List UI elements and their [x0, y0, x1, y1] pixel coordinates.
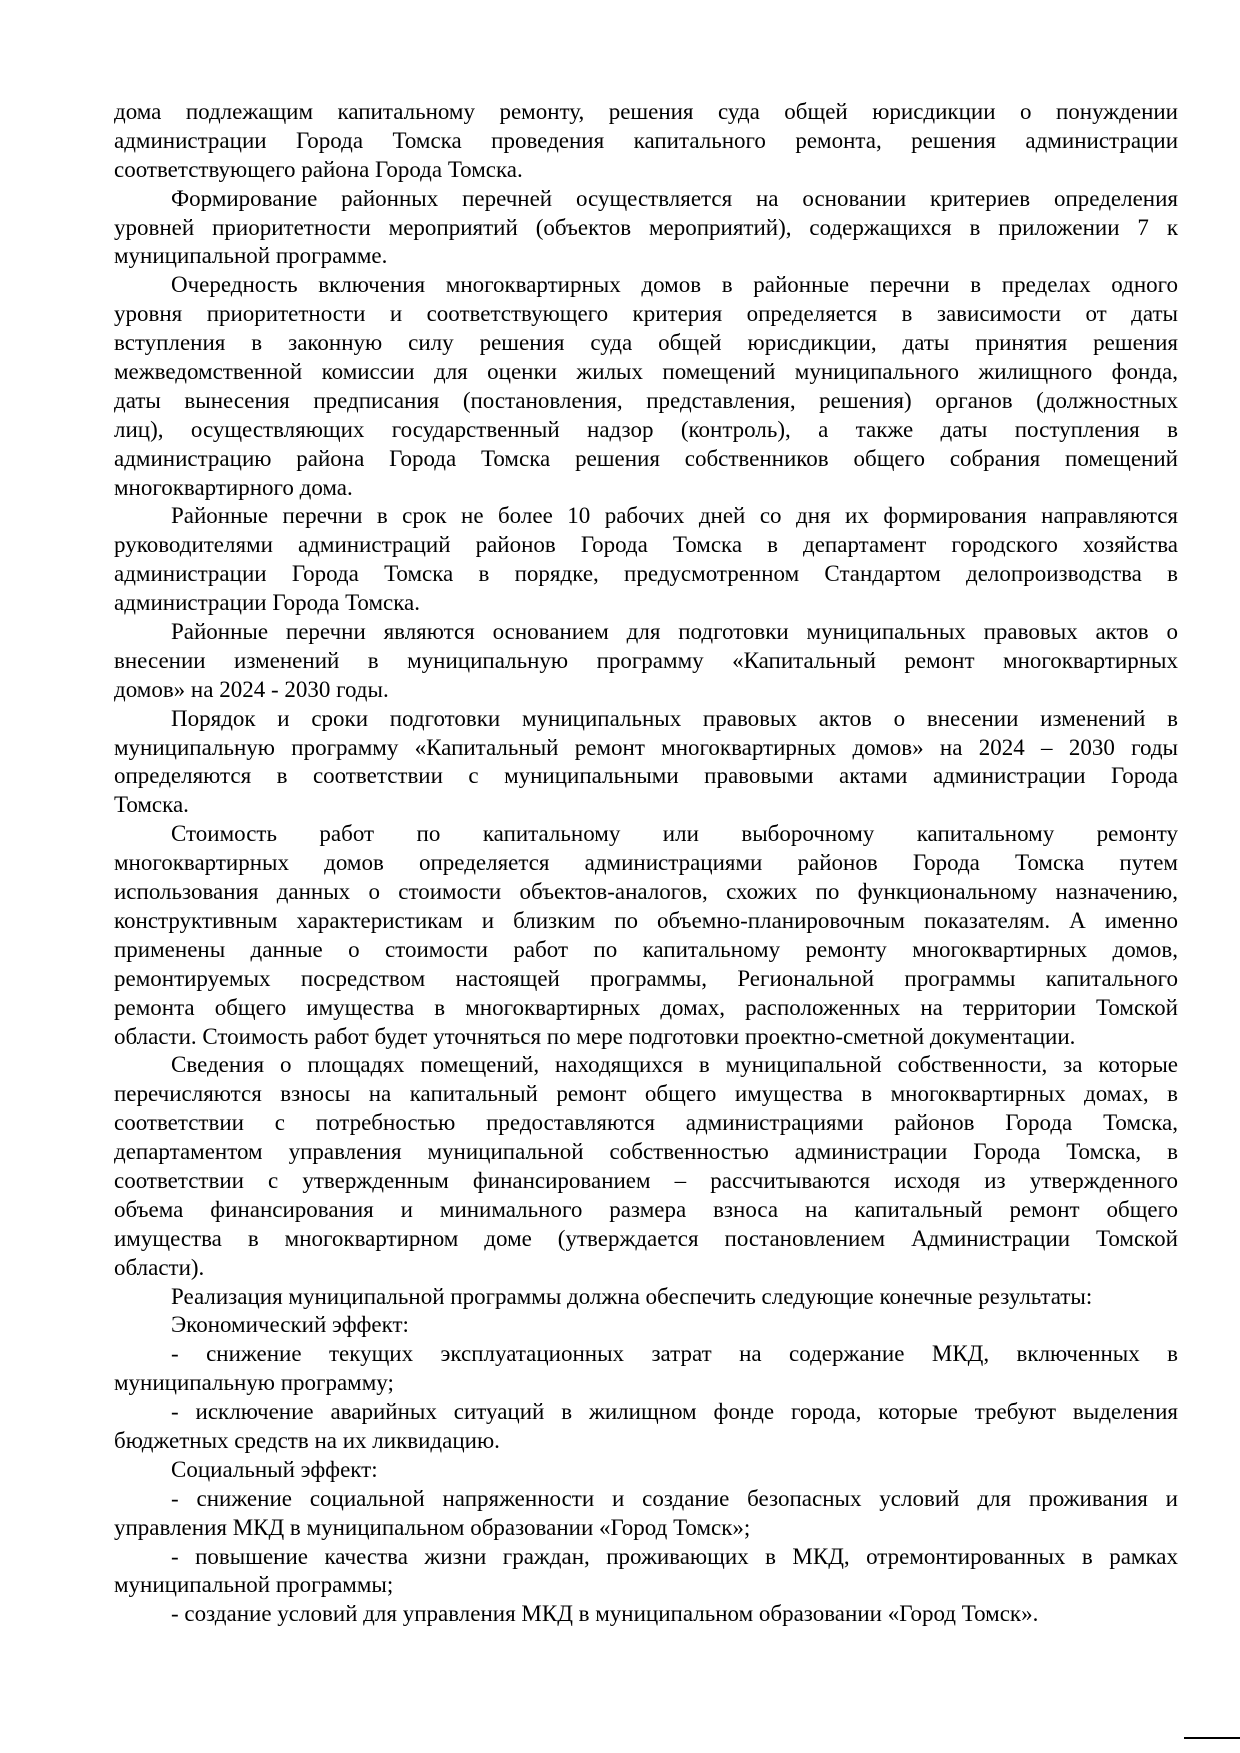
- text-line: - повышение качества жизни граждан, проживающих в МКД, отремонтированных в рамках: [171, 1543, 1178, 1569]
- text-line: Очередность включения многоквартирных домов в районные перечни в пределах одного: [171, 272, 1178, 298]
- text-line: Районные перечни являются основанием для подготовки муниципальных правовых актов о: [171, 619, 1178, 645]
- text-line: объема финансирования и минимального размера взноса на капитальный ремонт общего: [114, 1196, 1178, 1222]
- text-line: муниципальную программу;: [114, 1370, 394, 1396]
- text-line: лиц), осуществляющих государственный надзор (контроль), а также даты поступления в: [114, 416, 1178, 442]
- text-line: дома подлежащим капитальному ремонту, решения суда общей юрисдикции о понуждении: [114, 99, 1178, 124]
- text-line: области).: [114, 1254, 205, 1280]
- text-line: - снижение социальной напряженности и создание безопасных условий для проживания и: [171, 1485, 1178, 1511]
- text-line: муниципальной программы;: [114, 1572, 394, 1598]
- text-line: Экономический эффект:: [171, 1312, 409, 1338]
- text-line: уровня приоритетности и соответствующего критерия определяется в зависимости от даты: [114, 301, 1178, 327]
- text-line: соответствующего района Города Томска.: [114, 156, 523, 182]
- paragraph: [114, 1543, 1178, 1601]
- text-line: - создание условий для управления МКД в муниципальном образовании «Город Томск».: [171, 1601, 1039, 1627]
- text-line: домов» на 2024 - 2030 годы.: [114, 676, 389, 702]
- text-line: - исключение аварийных ситуаций в жилищном фонде города, которые требуют выделения: [171, 1399, 1178, 1425]
- text-line: области. Стоимость работ будет уточняться по мере подготовки проектно-сметной документации.: [114, 1023, 1076, 1049]
- text-line: даты вынесения предписания (постановления, представления, решения) органов (должностных: [114, 387, 1178, 413]
- text-line: межведомственной комиссии для оценки жилых помещений муниципального жилищного фонда,: [114, 359, 1178, 385]
- paragraph: [114, 705, 1178, 821]
- paragraph: [114, 1311, 1178, 1340]
- paragraph: [114, 820, 1178, 1051]
- paragraph: [114, 271, 1178, 502]
- paragraph: [114, 98, 1178, 185]
- text-line: уровней приоритетности мероприятий (объектов мероприятий), содержащихся в приложении 7 к: [114, 214, 1178, 240]
- text-line: Томска.: [114, 792, 189, 818]
- paragraph: [114, 1283, 1178, 1312]
- text-line: администрации Города Томска.: [114, 590, 421, 616]
- text-line: имущества в многоквартирном доме (утверждается постановлением Администрации Томской: [114, 1225, 1178, 1251]
- text-line: использования данных о стоимости объектов-аналогов, схожих по функциональному назначению,: [114, 879, 1178, 905]
- text-line: соответствии с утвержденным финансированием – рассчитываются исходя из утвержденного: [114, 1167, 1178, 1193]
- paragraph: [114, 185, 1178, 272]
- document-body: [114, 98, 1178, 1629]
- text-line: Формирование районных перечней осуществляется на основании критериев определения: [171, 185, 1178, 211]
- text-line: администрацию района Города Томска решения собственников общего собрания помещений: [114, 445, 1178, 471]
- text-line: вступления в законную силу решения суда общей юрисдикции, даты принятия решения: [114, 330, 1178, 356]
- paragraph: [114, 1600, 1178, 1629]
- paragraph: [114, 1051, 1178, 1282]
- text-line: перечисляются взносы на капитальный ремонт общего имущества в многоквартирных домах, в: [114, 1081, 1178, 1107]
- text-line: ремонта общего имущества в многоквартирных домах, расположенных на территории Томской: [114, 994, 1178, 1020]
- text-line: конструктивным характеристикам и близким по объемно-планировочным показателям. А именно: [114, 907, 1178, 933]
- paragraph: [114, 1485, 1178, 1543]
- text-line: Сведения о площадях помещений, находящихся в муниципальной собственности, за которые: [171, 1052, 1178, 1078]
- text-line: управления МКД в муниципальном образовании «Город Томск»;: [114, 1514, 751, 1540]
- text-line: муниципальную программу «Капитальный ремонт многоквартирных домов» на 2024 – 2030 годы: [114, 734, 1178, 760]
- text-line: внесении изменений в муниципальную программу «Капитальный ремонт многоквартирных: [114, 647, 1178, 673]
- paragraph: [114, 502, 1178, 618]
- scan-edge-mark: [1184, 1737, 1240, 1739]
- text-line: применены данные о стоимости работ по капитальному ремонту многоквартирных домов,: [114, 936, 1178, 962]
- text-line: руководителями администраций районов Города Томска в департамент городского хозяйства: [114, 532, 1178, 558]
- text-line: департаментом управления муниципальной собственностью администрации Города Томска, в: [114, 1139, 1178, 1165]
- text-line: многоквартирного дома.: [114, 474, 353, 500]
- paragraph: [114, 1398, 1178, 1456]
- text-line: Порядок и сроки подготовки муниципальных правовых актов о внесении изменений в: [171, 705, 1178, 731]
- text-line: многоквартирных домов определяется администрациями районов Города Томска путем: [114, 850, 1178, 876]
- text-line: бюджетных средств на их ликвидацию.: [114, 1427, 500, 1453]
- text-line: ремонтируемых посредством настоящей программы, Региональной программы капитального: [114, 965, 1178, 991]
- text-line: администрации Города Томска в порядке, предусмотренном Стандартом делопроизводства в: [114, 561, 1178, 587]
- text-line: Районные перечни в срок не более 10 рабочих дней со дня их формирования направляются: [171, 503, 1178, 529]
- text-line: соответствии с потребностью предоставляются администрациями районов Города Томска,: [114, 1110, 1178, 1136]
- paragraph: [114, 1456, 1178, 1485]
- text-line: администрации Города Томска проведения капитального ремонта, решения администрации: [114, 127, 1178, 153]
- text-line: Социальный эффект:: [171, 1456, 378, 1482]
- text-line: определяются в соответствии с муниципальными правовыми актами администрации Города: [114, 763, 1178, 789]
- text-line: Реализация муниципальной программы должна обеспечить следующие конечные результаты:: [171, 1283, 1093, 1309]
- text-line: муниципальной программе.: [114, 243, 388, 269]
- text-line: Стоимость работ по капитальному или выборочному капитальному ремонту: [171, 821, 1178, 847]
- paragraph: [114, 618, 1178, 705]
- text-line: - снижение текущих эксплуатационных затрат на содержание МКД, включенных в: [171, 1341, 1178, 1367]
- paragraph: [114, 1340, 1178, 1398]
